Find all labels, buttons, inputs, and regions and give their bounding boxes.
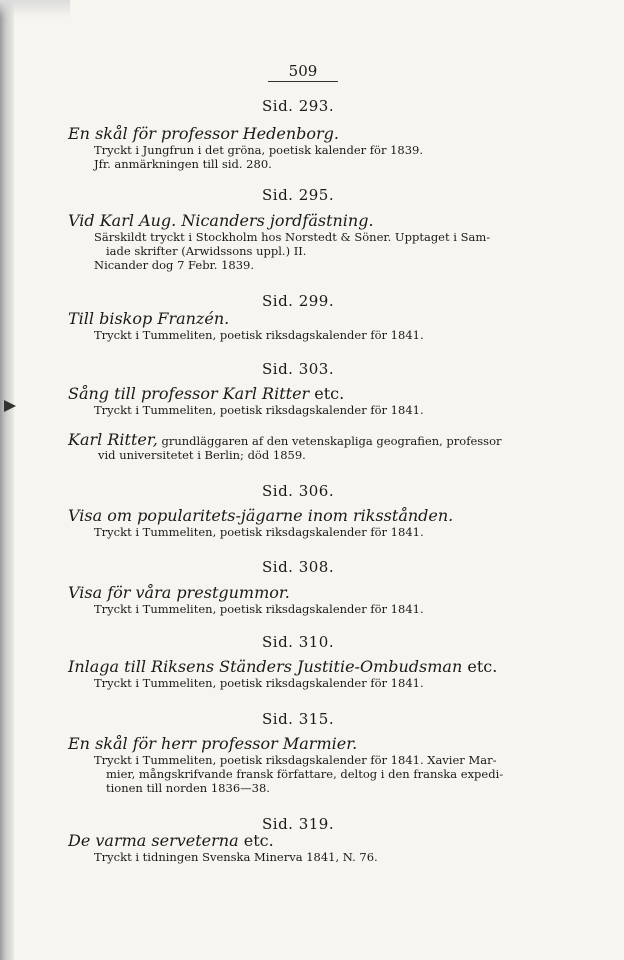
entry-note: Tryckt i tidningen Svenska Minerva 1841, N. 76. (94, 850, 378, 864)
page-number: 509 (268, 62, 338, 82)
section-entry (68, 212, 538, 272)
entry-note: Nicander dog 7 Febr. 1839. (94, 258, 255, 272)
entry-note: mier, mångskrifvande fransk författare, deltog i den franska expedi- (106, 767, 504, 781)
entry-note: Tryckt i Tummeliten, poetisk riksdagskalender för 1841. (94, 676, 424, 690)
entry-note: tionen till norden 1836—38. (106, 781, 270, 795)
entry-title: En skål för herr professor Marmier. (68, 734, 358, 753)
entry-note: Särskildt tryckt i Stockholm hos Norstedt & Söner. Upptaget i Sam- (94, 230, 491, 244)
section-entry (68, 385, 538, 462)
entry-note: Tryckt i Tummeliten, poetisk riksdagskalender för 1841. (94, 525, 424, 539)
entry-annotation (68, 430, 538, 449)
section-heading: Sid. 293. (262, 97, 335, 115)
section-heading: Sid. 315. (262, 710, 335, 728)
section-entry (68, 658, 538, 690)
entry-title-suffix: etc. (314, 384, 345, 403)
edge-arrow-mark (4, 400, 16, 412)
entry-title-suffix: etc. (467, 657, 498, 676)
entry-note: Tryckt i Tummeliten, poetisk riksdagskalender för 1841. (94, 328, 424, 342)
section-heading: Sid. 303. (262, 360, 335, 378)
entry-note: Tryckt i Tummeliten, poetisk riksdagskalender för 1841. Xavier Mar- (94, 753, 497, 767)
section-entry (68, 832, 538, 864)
entry-title (68, 832, 538, 850)
entry-title: En skål för professor Hedenborg. (68, 124, 339, 143)
entry-title: Visa för våra prestgummor. (68, 583, 290, 602)
entry-title: Vid Karl Aug. Nicanders jordfästning. (68, 211, 374, 230)
entry-title (68, 385, 538, 403)
entry-title-text: Sång till professor Karl Ritter (68, 384, 310, 403)
entry-note: Jfr. anmärkningen till sid. 280. (94, 157, 272, 171)
entry-title (68, 658, 538, 676)
section-entry (68, 310, 538, 342)
entry-note: Tryckt i Tummeliten, poetisk riksdagskalender för 1841. (94, 602, 424, 616)
section-heading: Sid. 319. (262, 815, 335, 833)
entry-title-text: De varma serveterna (68, 831, 239, 850)
section-entry (68, 507, 538, 539)
entry-title-text: Inlaga till Riksens Ständers Justitie-Ombudsman (68, 657, 463, 676)
scan-smudge (0, 0, 70, 18)
annotation-text-cont: vid universitetet i Berlin; död 1859. (98, 448, 306, 462)
entry-title: Visa om popularitets-jägarne inom riksstånden. (68, 506, 454, 525)
entry-note: iade skrifter (Arwidssons uppl.) II. (106, 244, 307, 258)
section-entry (68, 735, 538, 795)
section-entry (68, 584, 538, 616)
section-heading: Sid. 295. (262, 186, 335, 204)
entry-note: Tryckt i Tummeliten, poetisk riksdagskalender för 1841. (94, 403, 424, 417)
annotation-text: grundläggaren af den vetenskapliga geografien, professor (161, 434, 502, 448)
section-heading: Sid. 310. (262, 633, 335, 651)
entry-title: Till biskop Franzén. (68, 309, 230, 328)
section-heading: Sid. 306. (262, 482, 335, 500)
section-heading: Sid. 299. (262, 292, 335, 310)
entry-title-suffix: etc. (243, 831, 274, 850)
annotation-name: Karl Ritter, (68, 430, 158, 449)
section-entry (68, 125, 538, 171)
scan-left-edge (0, 0, 14, 960)
section-heading: Sid. 308. (262, 558, 335, 576)
entry-note: Tryckt i Jungfrun i det gröna, poetisk kalender för 1839. (94, 143, 424, 157)
